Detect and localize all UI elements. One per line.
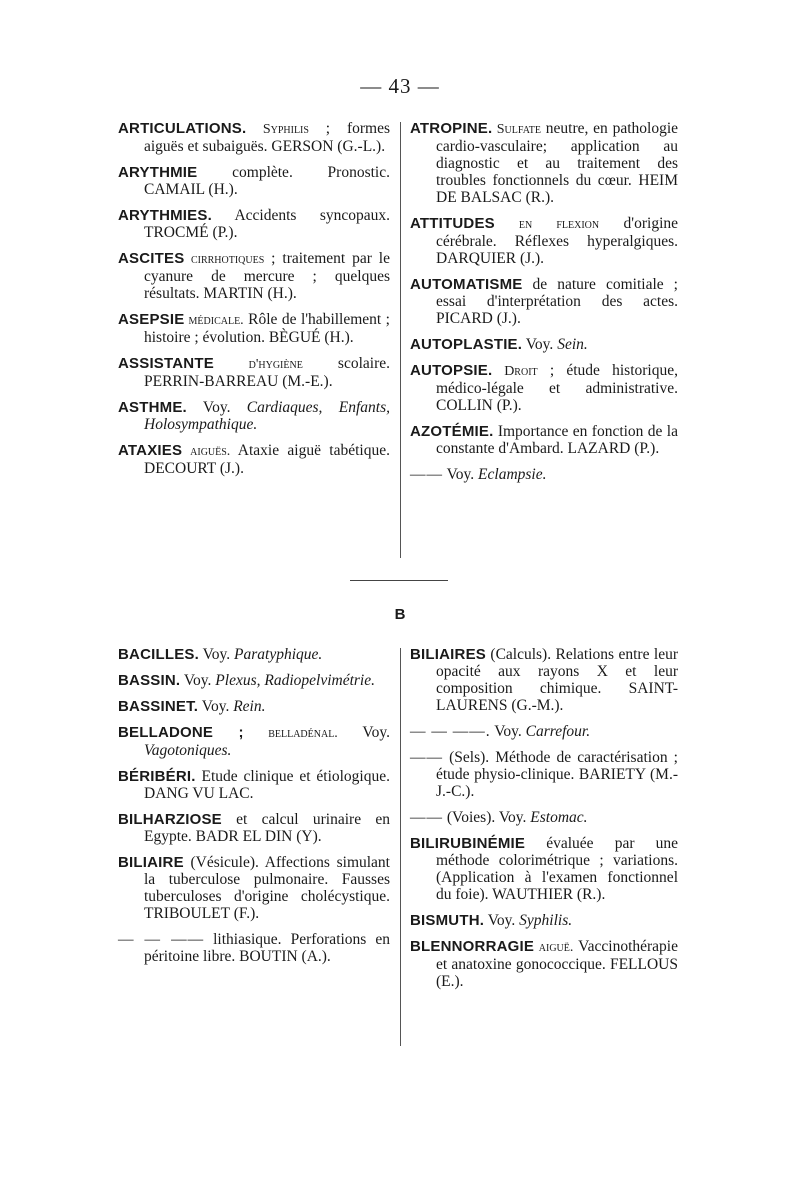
index-entry	[410, 912, 678, 929]
index-entry	[118, 250, 390, 302]
index-entry	[118, 768, 390, 802]
index-entry	[410, 336, 678, 353]
entry-headword: BISMUTH.	[410, 912, 485, 929]
ditto-dash: ——	[410, 809, 443, 826]
index-entry	[410, 938, 678, 990]
entry-headword: BACILLES.	[118, 646, 199, 663]
entry-text: Ataxie aiguë tabétique. DECOURT (J.).	[144, 442, 390, 477]
entry-text: complète. Pronostic. CAMAIL (H.).	[144, 164, 390, 198]
entry-headword: ATTITUDES	[410, 215, 495, 232]
index-entry	[118, 854, 390, 922]
entry-text: Voy.	[337, 724, 390, 741]
entry-text: ; traitement par le cyanure de mercure ; quelques résultats. MARTIN (H.).	[144, 250, 390, 302]
ditto-dash: — — ——	[118, 931, 205, 948]
index-entry	[410, 749, 678, 800]
cross-reference: Rein.	[233, 698, 266, 715]
index-entry	[410, 646, 678, 714]
entry-text: Voy.	[198, 698, 234, 715]
cross-reference: Estomac.	[530, 809, 588, 826]
entry-text: (Sels). Méthode de caractérisation ; étude physio-clinique. BARIETY (M.-J.-C.).	[436, 749, 678, 800]
column-divider	[400, 648, 401, 1046]
cross-reference: Carrefour.	[525, 723, 591, 740]
entry-text: Voy.	[186, 399, 247, 416]
entry-headword: ARYTHMIES.	[118, 207, 212, 224]
entry-qualifier: médicale.	[184, 313, 244, 328]
entry-text: Voy.	[484, 912, 520, 929]
index-entry	[410, 809, 678, 826]
column-divider	[400, 122, 401, 558]
index-entry	[118, 811, 390, 845]
entry-text: Importance en fonction de la constante d'Ambard. LAZARD (P.).	[436, 423, 678, 457]
cross-reference: Cardiaques, Enfants, Holosympathique.	[144, 399, 390, 433]
cross-reference: Paratyphique.	[234, 646, 323, 663]
entry-headword: AUTOPSIE.	[410, 362, 493, 379]
entry-qualifier: aiguë.	[534, 940, 574, 955]
index-entry	[118, 207, 390, 241]
index-entry	[118, 164, 390, 198]
entry-headword: BLENNORRAGIE	[410, 938, 535, 955]
entry-text: Rôle de l'habillement ; histoire ; évolution. BÈGUÉ (H.).	[144, 311, 390, 346]
entry-text: Voy.	[443, 466, 479, 483]
entry-headword: BÉRIBÉRI.	[118, 768, 196, 785]
entry-text: Voy.	[180, 672, 216, 689]
entry-headword: BILIRUBINÉMIE	[410, 835, 526, 852]
entry-qualifier: belladénal.	[243, 726, 338, 741]
section-a-right-column	[410, 120, 678, 492]
entry-qualifier: d'hygiène	[213, 357, 303, 372]
entry-headword: ATROPINE.	[410, 120, 493, 137]
entry-text: Etude clinique et étiologique. DANG VU LAC.	[144, 768, 390, 802]
entry-text: lithiasique. Perforations en péritoine libre. BOUTIN (A.).	[144, 931, 390, 965]
entry-qualifier: aiguës.	[182, 444, 231, 459]
index-entry	[410, 276, 678, 327]
entry-text: et calcul urinaire en Egypte. BADR EL DIN (Y).	[144, 811, 390, 845]
entry-headword: ASSISTANTE	[118, 355, 214, 372]
cross-reference: Plexus, Radiopelvimétrie.	[215, 672, 375, 689]
index-entry	[410, 215, 678, 267]
index-entry	[410, 835, 678, 903]
index-entry	[118, 355, 390, 390]
index-entry	[410, 362, 678, 414]
entry-text: Voy.	[490, 723, 526, 740]
entry-text: (Voies). Voy.	[443, 809, 531, 826]
entry-headword: BASSINET.	[118, 698, 199, 715]
section-b-right-column	[410, 646, 678, 999]
section-letter: B	[394, 606, 406, 623]
entry-headword: ATAXIES	[118, 442, 183, 459]
index-entry	[118, 724, 390, 759]
entry-headword: BILHARZIOSE	[118, 811, 222, 828]
index-entry	[118, 931, 390, 965]
index-entry	[410, 723, 678, 740]
ditto-dash: ——	[410, 466, 443, 483]
entry-text: d'origine cérébrale. Réflexes hyperalgiques. DARQUIER (J.).	[436, 215, 678, 267]
entry-headword: BASSIN.	[118, 672, 181, 689]
index-entry	[118, 120, 390, 155]
entry-headword: AZOTÉMIE.	[410, 423, 494, 440]
index-entry	[410, 120, 678, 206]
entry-text: de nature comitiale ; essai d'interprétation des actes. PICARD (J.).	[436, 276, 678, 327]
index-entry	[118, 698, 390, 715]
entry-text: ; formes aiguës et subaiguës. GERSON (G.-L.).	[144, 120, 390, 155]
entry-text: (Vésicule). Affections simulant la tuberculose pulmonaire. Fausses tuberculoses d'origine cholécystique. TRIBOULET (F.).	[144, 854, 390, 922]
entry-qualifier: cirrhotiques	[184, 252, 265, 267]
entry-text: évaluée par une méthode colorimétrique ; variations. (Application à l'examen fonctionnel du foie). WAUTHIER (R.).	[436, 835, 678, 903]
ditto-dash: ——	[410, 749, 443, 766]
section-divider	[350, 580, 448, 581]
entry-text: Accidents syncopaux. TROCMÉ (P.).	[144, 207, 390, 241]
entry-headword: BELLADONE ;	[118, 724, 244, 741]
index-entry	[410, 423, 678, 457]
entry-headword: AUTOMATISME	[410, 276, 523, 293]
entry-text: Vaccinothérapie et anatoxine gonococcique. FELLOUS (E.).	[436, 938, 678, 990]
cross-reference: Syphilis.	[519, 912, 573, 929]
entry-headword: ARTICULATIONS.	[118, 120, 247, 137]
entry-headword: BILIAIRE	[118, 854, 184, 871]
index-entry	[118, 442, 390, 477]
cross-reference: Vagotoniques.	[144, 742, 232, 759]
entry-text: Voy.	[198, 646, 235, 663]
entry-qualifier: Droit	[492, 364, 538, 379]
index-entry	[118, 672, 390, 689]
section-b-left-column	[118, 646, 390, 974]
section-a-left-column	[118, 120, 390, 486]
entry-text: ; étude historique, médico-légale et administrative. COLLIN (P.).	[436, 362, 678, 414]
index-entry	[118, 311, 390, 346]
entry-headword: BILIAIRES	[410, 646, 486, 663]
index-entry	[118, 646, 390, 663]
index-entry	[118, 399, 390, 433]
entry-headword: ASEPSIE	[118, 311, 185, 328]
entry-qualifier: Sulfate	[492, 122, 542, 137]
ditto-dash: — — ——.	[410, 723, 491, 740]
entry-headword: ASCITES	[118, 250, 185, 267]
cross-reference: Eclampsie.	[478, 466, 547, 483]
entry-text: Voy.	[522, 336, 558, 353]
entry-text: neutre, en pathologie cardio-vasculaire; application au diagnostic et au traitement des troubles fonctionnels du cœur. HEIM DE BALSAC (R.).	[436, 120, 679, 206]
index-entry	[410, 466, 678, 483]
entry-qualifier: en flexion	[494, 217, 600, 232]
entry-text: (Calculs). Relations entre leur opacité aux rayons X et leur composition chimique. SAINT-LAURENS (G.-M.).	[436, 646, 678, 714]
entry-headword: ASTHME.	[118, 399, 187, 416]
cross-reference: Sein.	[557, 336, 588, 353]
page-number: — 43 —	[360, 74, 440, 98]
entry-text: scolaire. PERRIN-BARREAU (M.-E.).	[144, 355, 390, 390]
entry-headword: ARYTHMIE	[118, 164, 198, 181]
entry-qualifier: Syphilis	[246, 122, 309, 137]
entry-headword: AUTOPLASTIE.	[410, 336, 523, 353]
